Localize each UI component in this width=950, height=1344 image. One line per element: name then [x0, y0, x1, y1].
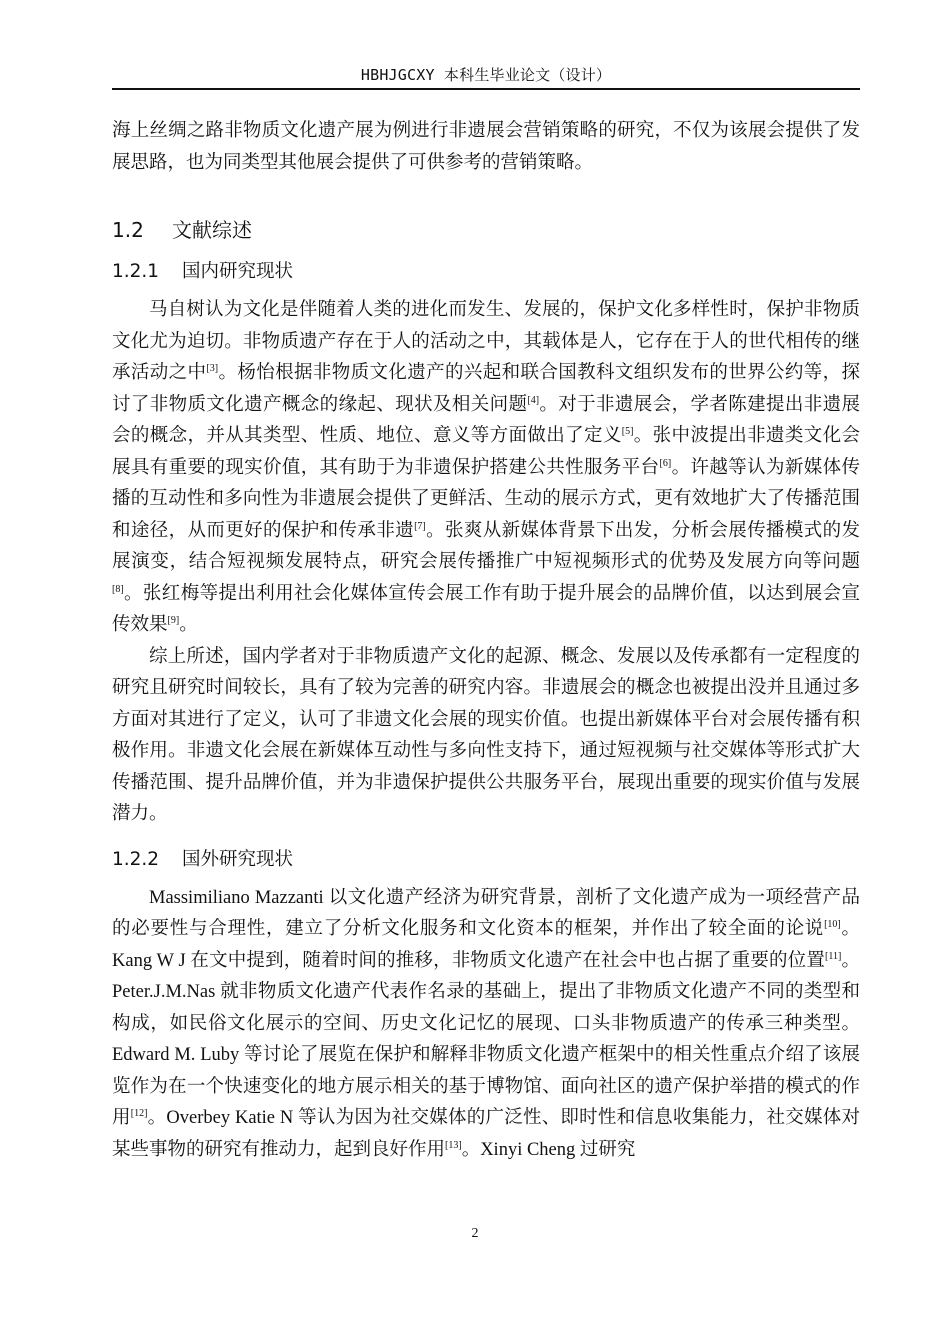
running-header: HBHJGCXY 本科生毕业论文（设计）	[360, 66, 612, 84]
text-run: 。张爽从新媒体背景下出发，分析会展传播模式的发展演变，结合短视频发展特点，研究会展传播推广中短视频形式的优势及发展方向等问题	[112, 520, 860, 572]
citation-ref: [13]	[445, 1139, 462, 1151]
citation-ref: [5]	[621, 425, 634, 437]
citation-ref: [4]	[527, 394, 540, 406]
citation-ref: [12]	[130, 1107, 148, 1119]
subsection-number: 1.2.1	[112, 261, 160, 282]
text-run: 。Xinyi Cheng 过研究	[461, 1139, 636, 1160]
subsection-title: 国内研究现状	[182, 261, 294, 282]
text-run: 。 Kang W J 在文中提到，随着时间的推移，非物质文化遗产在社会中也占据了重要的位置	[112, 919, 860, 971]
citation-ref: [3]	[206, 362, 219, 374]
body-text	[112, 116, 860, 1166]
subsection-title: 国外研究现状	[182, 848, 294, 870]
text-run: 。Overbey Katie N 等认为因为社交媒体的广泛性、即时性和信息收集能力，社交媒体对某些事物的研究有推动力，起到良好作用	[112, 1108, 860, 1160]
text-run: 。对于非遗展会，学者陈建提出非遗展会的概念，并从其类型、性质、地位、意义等方面做出了定义	[112, 394, 860, 446]
text-run: 。	[179, 615, 198, 635]
citation-ref: [8]	[112, 583, 124, 595]
subsection-number: 1.2.2	[112, 848, 160, 870]
text-run: Massimiliano Mazzanti 以文化遗产经济为研究背景，剖析了文化遗产成为一项经营产品的必要性与合理性，建立了分析文化服务和文化资本的框架，并作出了较全面的论说	[112, 887, 860, 939]
section-number: 1.2	[112, 218, 144, 242]
text-run: 。张红梅等提出利用社会化媒体宣传会展工作有助于提升展会的品牌价值，以达到展会宣传效果	[112, 583, 860, 635]
text-run: 马自树认为文化是伴随着人类的进化而发生、发展的，保护文化多样性时，保护非物质文化尤为迫切。非物质遗产存在于人的活动之中，其载体是人，它存在于人的世代相传的继承活动之中	[112, 300, 860, 383]
citation-ref: [7]	[414, 520, 426, 532]
citation-ref: [11]	[825, 950, 842, 962]
section-heading-1-2	[112, 215, 860, 245]
subsection-heading-1-2-1	[112, 257, 860, 287]
text-run: 。Peter.J.M.Nas 就非物质文化遗产代表作名录的基础上，提出了非物质文化遗产不同的类型和构成，如民俗文化展示的空间、历史文化记忆的展现、口头非物质遗产的传承三种类型。Edward M. Luby 等讨论了展览在保护和解释非物质文化遗产框架中的相关性重点介绍了该展览作为在一个快速变化的地方展示相关的基于博物馆、面向社区的遗产保护举措的模式的作用	[112, 950, 860, 1128]
subsection-heading-1-2-2	[112, 845, 860, 875]
page-number: 2	[471, 1226, 479, 1241]
text-run: 。张中波提出非遗类文化会展具有重要的现实价值，其有助于为非遗保护搭建公共性服务平台	[112, 426, 860, 478]
citation-ref: [10]	[824, 918, 841, 930]
text-run: 。杨怡根据非物质文化遗产的兴起和联合国教科文组织发布的世界公约等，探讨了非物质文化遗产概念的缘起、现状及相关问题	[112, 363, 860, 415]
foreign-research-paragraph	[112, 883, 860, 1167]
domestic-summary-paragraph: 综上所述，国内学者对于非物质遗产文化的起源、概念、发展以及传承都有一定程度的研究且研究时间较长，具有了较为完善的研究内容。非遗展会的概念也被提出没并且通过多方面对其进行了定义，认可了非遗文化会展的现实价值。也提出新媒体平台对会展传播有积极作用。非遗文化会展在新媒体互动性与多向性支持下，通过短视频与社交媒体等形式扩大传播范围、提升品牌价值，并为非遗保护提供公共服务平台，展现出重要的现实价值与发展潜力。	[112, 646, 860, 824]
intro-paragraph: 海上丝绸之路非物质文化遗产展为例进行非遗展会营销策略的研究，不仅为该展会提供了发展思路，也为同类型其他展会提供了可供参考的营销策略。	[112, 121, 860, 173]
text-run: 。许越等认为新媒体传播的互动性和多向性为非遗展会提供了更鲜活、生动的展示方式，更有效地扩大了传播范围和途径，从而更好的保护和传承非遗	[112, 457, 860, 541]
domestic-research-paragraph	[112, 295, 860, 642]
citation-ref: [9]	[167, 614, 180, 626]
header-rule	[112, 88, 860, 90]
citation-ref: [6]	[659, 457, 672, 469]
section-title: 文献综述	[172, 218, 252, 242]
